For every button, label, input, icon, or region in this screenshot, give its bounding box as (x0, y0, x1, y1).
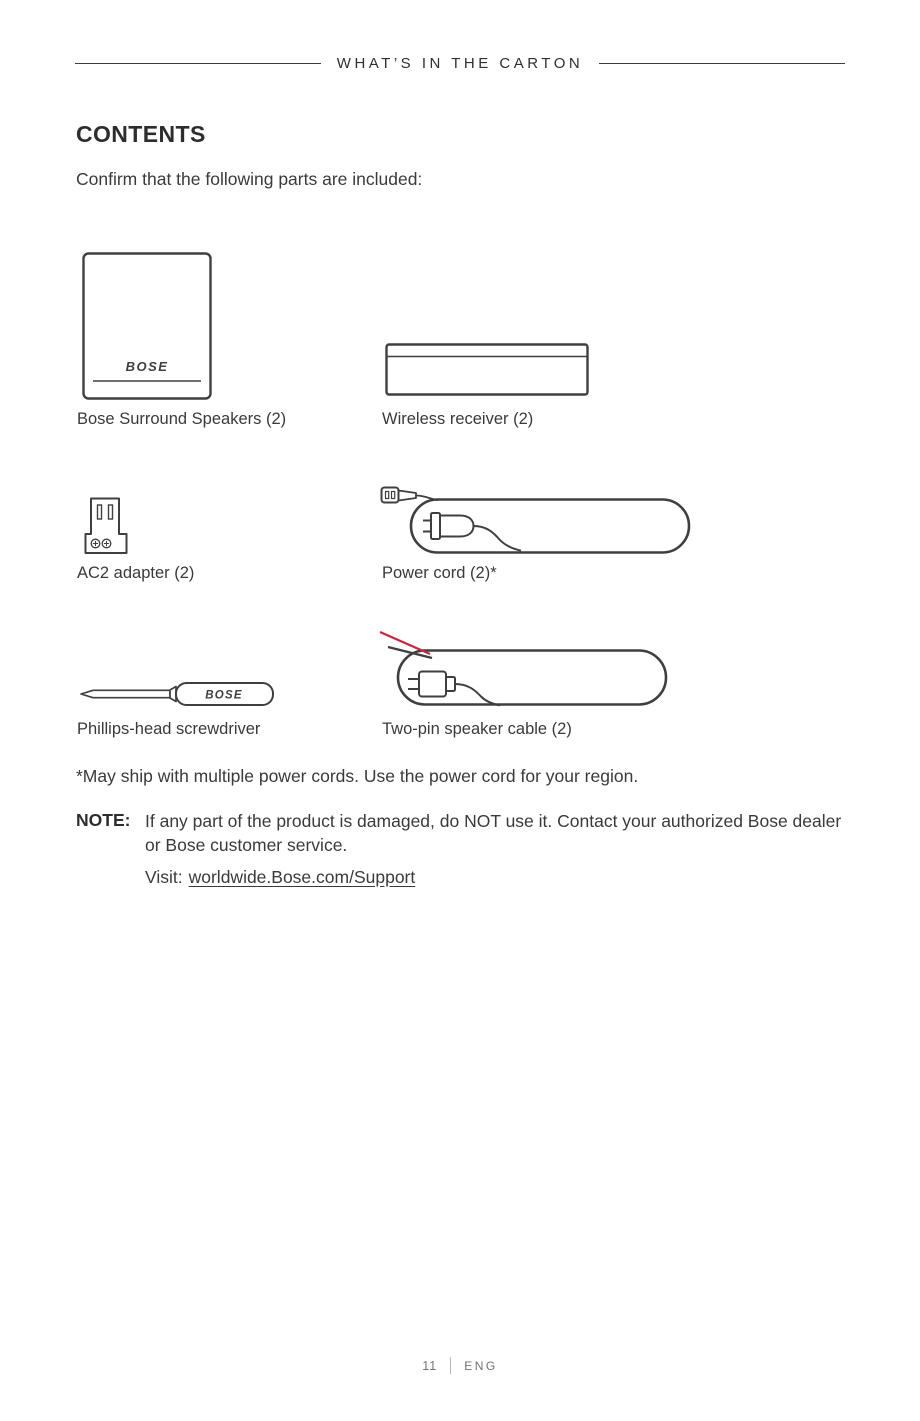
note-block (76, 810, 856, 858)
screwdriver-illustration (80, 678, 275, 710)
item-label-speaker-cable: Two-pin speaker cable (2) (382, 720, 572, 738)
footer-divider (450, 1357, 451, 1374)
page-header (75, 55, 845, 72)
footer-page-number: 11 (422, 1358, 438, 1373)
note-text: If any part of the product is damaged, do NOT use it. Contact your authorized Bose dealer or Bose customer service. (145, 811, 842, 855)
footer-language: ENG (464, 1358, 498, 1373)
header-title: WHAT’S IN THE CARTON (336, 55, 584, 72)
power-cord-illustration (380, 482, 692, 558)
page-footer (0, 1357, 920, 1374)
wireless-receiver-illustration (385, 343, 589, 396)
item-label-ac2-adapter: AC2 adapter (2) (77, 564, 195, 582)
speaker-cable-illustration (378, 628, 670, 710)
support-link[interactable]: worldwide.Bose.com/Support (188, 867, 416, 887)
intro-text: Confirm that the following parts are included: (76, 169, 423, 189)
visit-line (145, 867, 415, 888)
item-label-screwdriver: Phillips-head screwdriver (77, 720, 261, 738)
item-label-wireless-receiver: Wireless receiver (2) (382, 410, 534, 428)
note-label: NOTE: (76, 810, 131, 830)
page-title: CONTENTS (76, 121, 206, 147)
bose-logo: BOSE (205, 689, 243, 702)
header-rule-left (75, 63, 321, 64)
bose-logo: BOSE (125, 359, 169, 374)
footnote-text: *May ship with multiple power cords. Use the power cord for your region. (76, 766, 639, 786)
ac2-adapter-illustration (84, 497, 129, 555)
header-rule-right (599, 63, 845, 64)
surround-speaker-illustration (82, 252, 212, 400)
visit-prefix: Visit: (145, 867, 183, 887)
item-label-surround-speakers: Bose Surround Speakers (2) (77, 410, 287, 428)
item-label-power-cord: Power cord (2)* (382, 564, 497, 582)
